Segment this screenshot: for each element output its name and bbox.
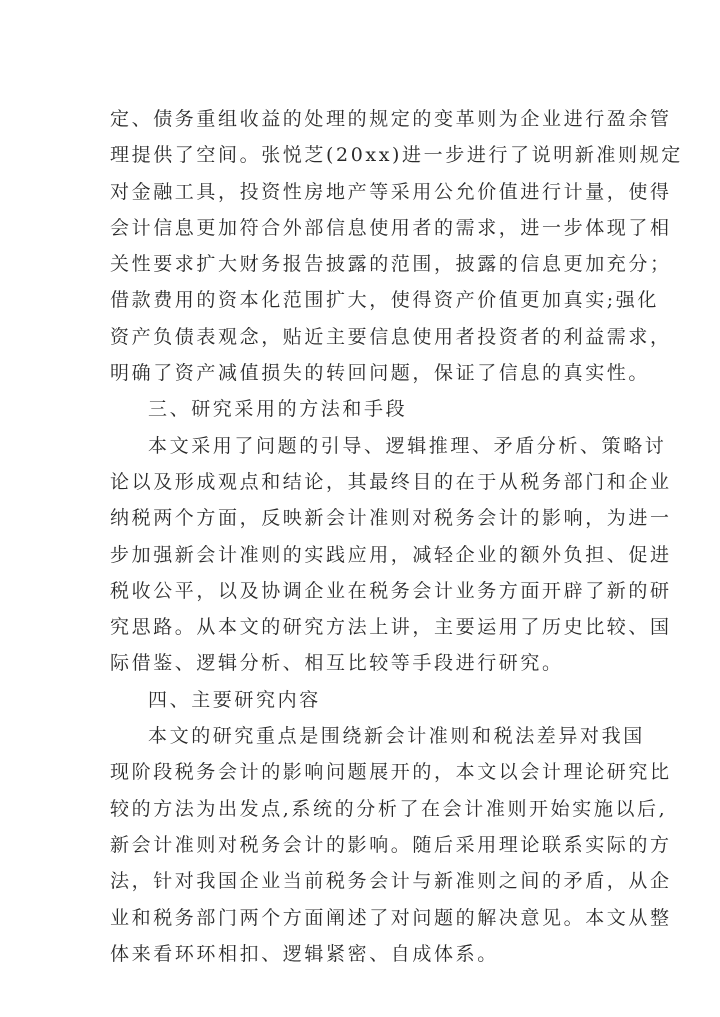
text-line: 本文的研究重点是围绕新会计准则和税法差异对我国 xyxy=(148,725,645,748)
text-line: 资产负债表观念，贴近主要信息使用者投资者的利益需求， xyxy=(110,325,672,348)
text-line: 较的方法为出发点,系统的分析了在会计准则开始实施以后, xyxy=(110,797,668,820)
section-heading-4: 四、主要研究内容 xyxy=(148,688,321,711)
text-line: 际借鉴、逻辑分析、相互比较等手段进行研究。 xyxy=(110,652,564,675)
text-line: 步加强新会计准则的实践应用，减轻企业的额外负担、促进 xyxy=(110,543,672,566)
text-line: 定、债务重组收益的处理的规定的变革则为企业进行盈余管 xyxy=(110,108,672,130)
text-line: 对金融工具，投资性房地产等采用公允价值进行计量，使得 xyxy=(110,180,672,203)
section-heading-3: 三、研究采用的方法和手段 xyxy=(148,398,408,421)
text-line: 会计信息更加符合外部信息使用者的需求，进一步体现了相 xyxy=(110,216,672,239)
paragraph-methods xyxy=(110,428,672,682)
text-line: 业和税务部门两个方面阐述了对问题的解决意见。本文从整 xyxy=(110,906,672,929)
text-line: 论以及形成观点和结论，其最终目的在于从税务部门和企业 xyxy=(110,470,672,493)
paragraph-content xyxy=(110,718,672,972)
paragraph-continuation xyxy=(110,101,683,391)
text-line: 体来看环环相扣、逻辑紧密、自成体系。 xyxy=(110,942,499,965)
text-line: 关性要求扩大财务报告披露的范围，披露的信息更加充分； xyxy=(110,253,672,276)
text-line: 新会计准则对税务会计的影响。随后采用理论联系实际的方 xyxy=(110,833,672,856)
text-line: 究思路。从本文的研究方法上讲，主要运用了历史比较、国 xyxy=(110,616,672,639)
text-line: 现阶段税务会计的影响问题展开的，本文以会计理论研究比 xyxy=(110,761,672,784)
text-line: 理提供了空间。张悦芝(20xx)进一步进行了说明新准则规定 xyxy=(110,144,683,167)
text-line: 税收公平，以及协调企业在税务会计业务方面开辟了新的研 xyxy=(110,579,672,602)
text-line: 纳税两个方面，反映新会计准则对税务会计的影响，为进一 xyxy=(110,507,672,530)
text-line: 本文采用了问题的引导、逻辑推理、矛盾分析、策略讨 xyxy=(148,434,667,457)
text-line: 法，针对我国企业当前税务会计与新准则之间的矛盾，从企 xyxy=(110,870,672,893)
text-line: 明确了资产减值损失的转回问题，保证了信息的真实性。 xyxy=(110,362,651,385)
document-page xyxy=(110,101,683,972)
text-line: 借款费用的资本化范围扩大，使得资产价值更加真实;强化 xyxy=(110,289,660,312)
